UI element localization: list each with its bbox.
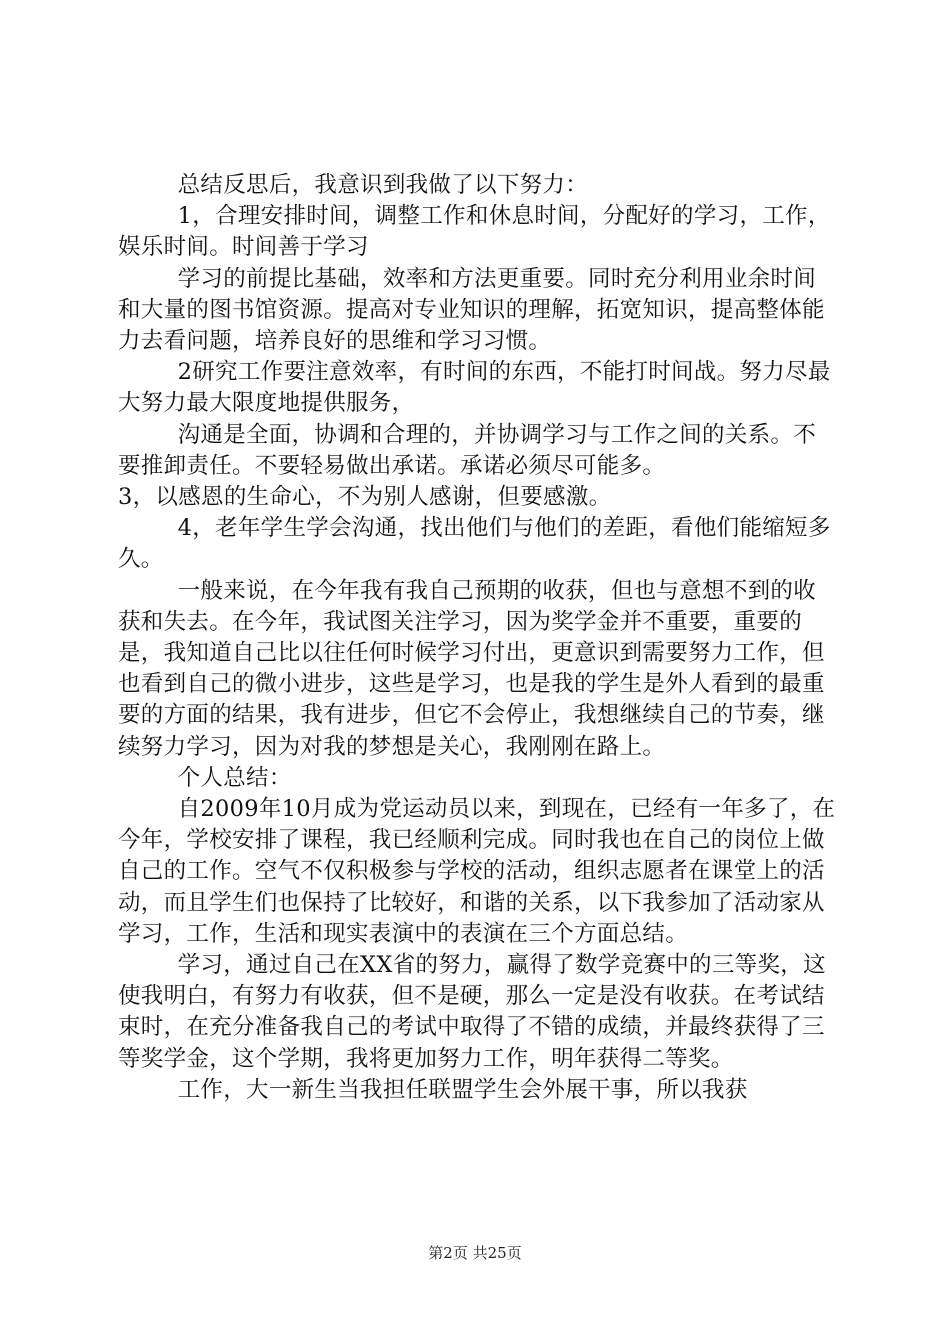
paragraph-1: 总结反思后，我意识到我做了以下努力： <box>177 172 589 198</box>
page-number-footer: 第2页 共25页 <box>428 1244 522 1262</box>
paragraph-4: 2研究工作要注意效率，有时间的东西，不能打时间战。努力尽最大努力最大限度地提供服务， <box>118 359 831 417</box>
paragraph-7: 4，老年学生学会沟通，找出他们与他们的差距，看他们能缩短多久。 <box>118 515 831 573</box>
paragraph-8: 一般来说，在今年我有我自己预期的收获，但也与意想不到的收获和失去。在今年，我试图关注学习，因为奖学金并不重要，重要的是，我知道自己比以往任何时候学习付出，更意识到需要努力工作，但也看到自己的微小进步，这些是学习，也是我的学生是外人看到的最重要的方面的结果，我有进步，但它不会停止，我想继续自己的节奏，继续努力学习，因为对我的梦想是关心，我刚刚在路上。 <box>118 577 825 760</box>
paragraph-6: 3，以感恩的生命心，不为别人感谢，但要感激。 <box>118 484 612 511</box>
paragraph-9: 个人总结： <box>177 764 292 791</box>
paragraph-5: 沟通是全面，协调和合理的，并协调学习与工作之间的关系。不要推卸责任。不要轻易做出承诺。承诺必须尽可能多。 <box>118 421 817 479</box>
document-body <box>118 170 838 1106</box>
paragraph-11: 学习，通过自己在XX省的努力，赢得了数学竞赛中的三等奖，这使我明白，有努力有收获，但不是硬，那么一定是没有收获。在考试结束时，在充分准备我自己的考试中取得了不错的成绩，并最终获得了三等奖学金，这个学期，我将更加努力工作，明年获得二等奖。 <box>118 952 826 1072</box>
paragraph-12: 工作，大一新生当我担任联盟学生会外展干事，所以我获 <box>177 1076 748 1103</box>
paragraph-2: 1，合理安排时间，调整工作和休息时间，分配好的学习，工作，娱乐时间。时间善于学习 <box>118 203 831 261</box>
paragraph-3: 学习的前提比基础，效率和方法更重要。同时充分利用业余时间和大量的图书馆资源。提高对专业知识的理解，拓宽知识，提高整体能力去看问题，培养良好的思维和学习习惯。 <box>118 265 825 355</box>
paragraph-10: 自2009年10月成为党运动员以来，到现在，已经有一年多了，在今年，学校安排了课程，我已经顺利完成。同时我也在自己的岗位上做自己的工作。空气不仅积极参与学校的活动，组织志愿者在课堂上的活动，而且学生们也保持了比较好，和谐的关系，以下我参加了活动家从学习，工作，生活和现实表演中的表演在三个方面总结。 <box>118 796 836 947</box>
